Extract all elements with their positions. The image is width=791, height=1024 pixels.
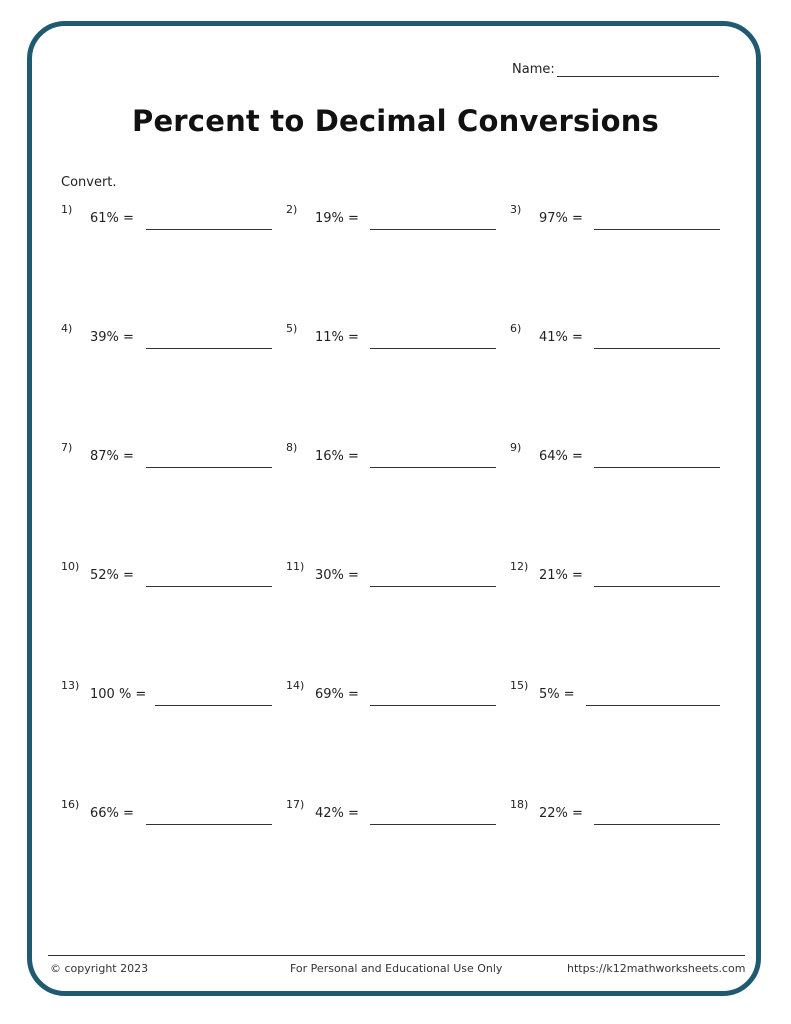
problem-5 <box>286 322 498 352</box>
problem-expression: 11% = <box>315 330 359 345</box>
worksheet-frame <box>27 21 761 996</box>
footer-usage: For Personal and Educational Use Only <box>290 962 503 975</box>
footer-divider <box>48 955 745 956</box>
problem-number: 14) <box>286 679 305 692</box>
problem-number: 5) <box>286 322 298 335</box>
answer-blank[interactable] <box>146 348 272 349</box>
problem-10 <box>61 560 273 590</box>
footer-url[interactable]: https://k12mathworksheets.com <box>567 962 746 975</box>
problem-number: 16) <box>61 798 80 811</box>
problem-number: 17) <box>286 798 305 811</box>
problem-expression: 42% = <box>315 806 359 821</box>
problem-number: 2) <box>286 203 298 216</box>
problem-12 <box>510 560 722 590</box>
answer-blank[interactable] <box>370 824 496 825</box>
problem-number: 12) <box>510 560 529 573</box>
problem-number: 13) <box>61 679 80 692</box>
answer-blank[interactable] <box>146 467 272 468</box>
problem-13 <box>61 679 273 709</box>
problem-9 <box>510 441 722 471</box>
problem-11 <box>286 560 498 590</box>
problem-expression: 66% = <box>90 806 134 821</box>
problem-expression: 61% = <box>90 211 134 226</box>
instruction-text: Convert. <box>61 175 117 190</box>
problem-14 <box>286 679 498 709</box>
name-field <box>512 62 719 77</box>
answer-blank[interactable] <box>370 586 496 587</box>
answer-blank[interactable] <box>146 824 272 825</box>
problem-number: 7) <box>61 441 73 454</box>
problem-15 <box>510 679 722 709</box>
problem-expression: 41% = <box>539 330 583 345</box>
answer-blank[interactable] <box>146 229 272 230</box>
answer-blank[interactable] <box>586 705 720 706</box>
answer-blank[interactable] <box>146 586 272 587</box>
name-label: Name: <box>512 62 555 77</box>
problem-number: 11) <box>286 560 305 573</box>
problem-expression: 5% = <box>539 687 575 702</box>
problem-3 <box>510 203 722 233</box>
problem-expression: 30% = <box>315 568 359 583</box>
answer-blank[interactable] <box>370 705 496 706</box>
problem-expression: 21% = <box>539 568 583 583</box>
problem-expression: 19% = <box>315 211 359 226</box>
problem-number: 18) <box>510 798 529 811</box>
problem-expression: 22% = <box>539 806 583 821</box>
footer-copyright: © copyright 2023 <box>50 962 149 975</box>
answer-blank[interactable] <box>370 229 496 230</box>
problem-expression: 97% = <box>539 211 583 226</box>
problem-expression: 64% = <box>539 449 583 464</box>
answer-blank[interactable] <box>594 229 720 230</box>
problem-expression: 87% = <box>90 449 134 464</box>
problem-1 <box>61 203 273 233</box>
problem-7 <box>61 441 273 471</box>
name-blank-line[interactable] <box>557 62 719 77</box>
problem-expression: 52% = <box>90 568 134 583</box>
page-title: Percent to Decimal Conversions <box>131 104 660 138</box>
problem-number: 4) <box>61 322 73 335</box>
problem-number: 3) <box>510 203 522 216</box>
answer-blank[interactable] <box>370 348 496 349</box>
answer-blank[interactable] <box>594 467 720 468</box>
problem-number: 10) <box>61 560 80 573</box>
problem-expression: 16% = <box>315 449 359 464</box>
problem-number: 9) <box>510 441 522 454</box>
problem-number: 1) <box>61 203 73 216</box>
answer-blank[interactable] <box>594 348 720 349</box>
problem-16 <box>61 798 273 828</box>
answer-blank[interactable] <box>594 586 720 587</box>
problem-expression: 39% = <box>90 330 134 345</box>
problem-expression: 69% = <box>315 687 359 702</box>
problem-18 <box>510 798 722 828</box>
answer-blank[interactable] <box>370 467 496 468</box>
problem-number: 6) <box>510 322 522 335</box>
problem-expression: 100 % = <box>90 687 147 702</box>
answer-blank[interactable] <box>155 705 272 706</box>
problem-number: 15) <box>510 679 529 692</box>
problem-2 <box>286 203 498 233</box>
problem-number: 8) <box>286 441 298 454</box>
problem-8 <box>286 441 498 471</box>
answer-blank[interactable] <box>594 824 720 825</box>
problem-6 <box>510 322 722 352</box>
problem-17 <box>286 798 498 828</box>
problem-4 <box>61 322 273 352</box>
